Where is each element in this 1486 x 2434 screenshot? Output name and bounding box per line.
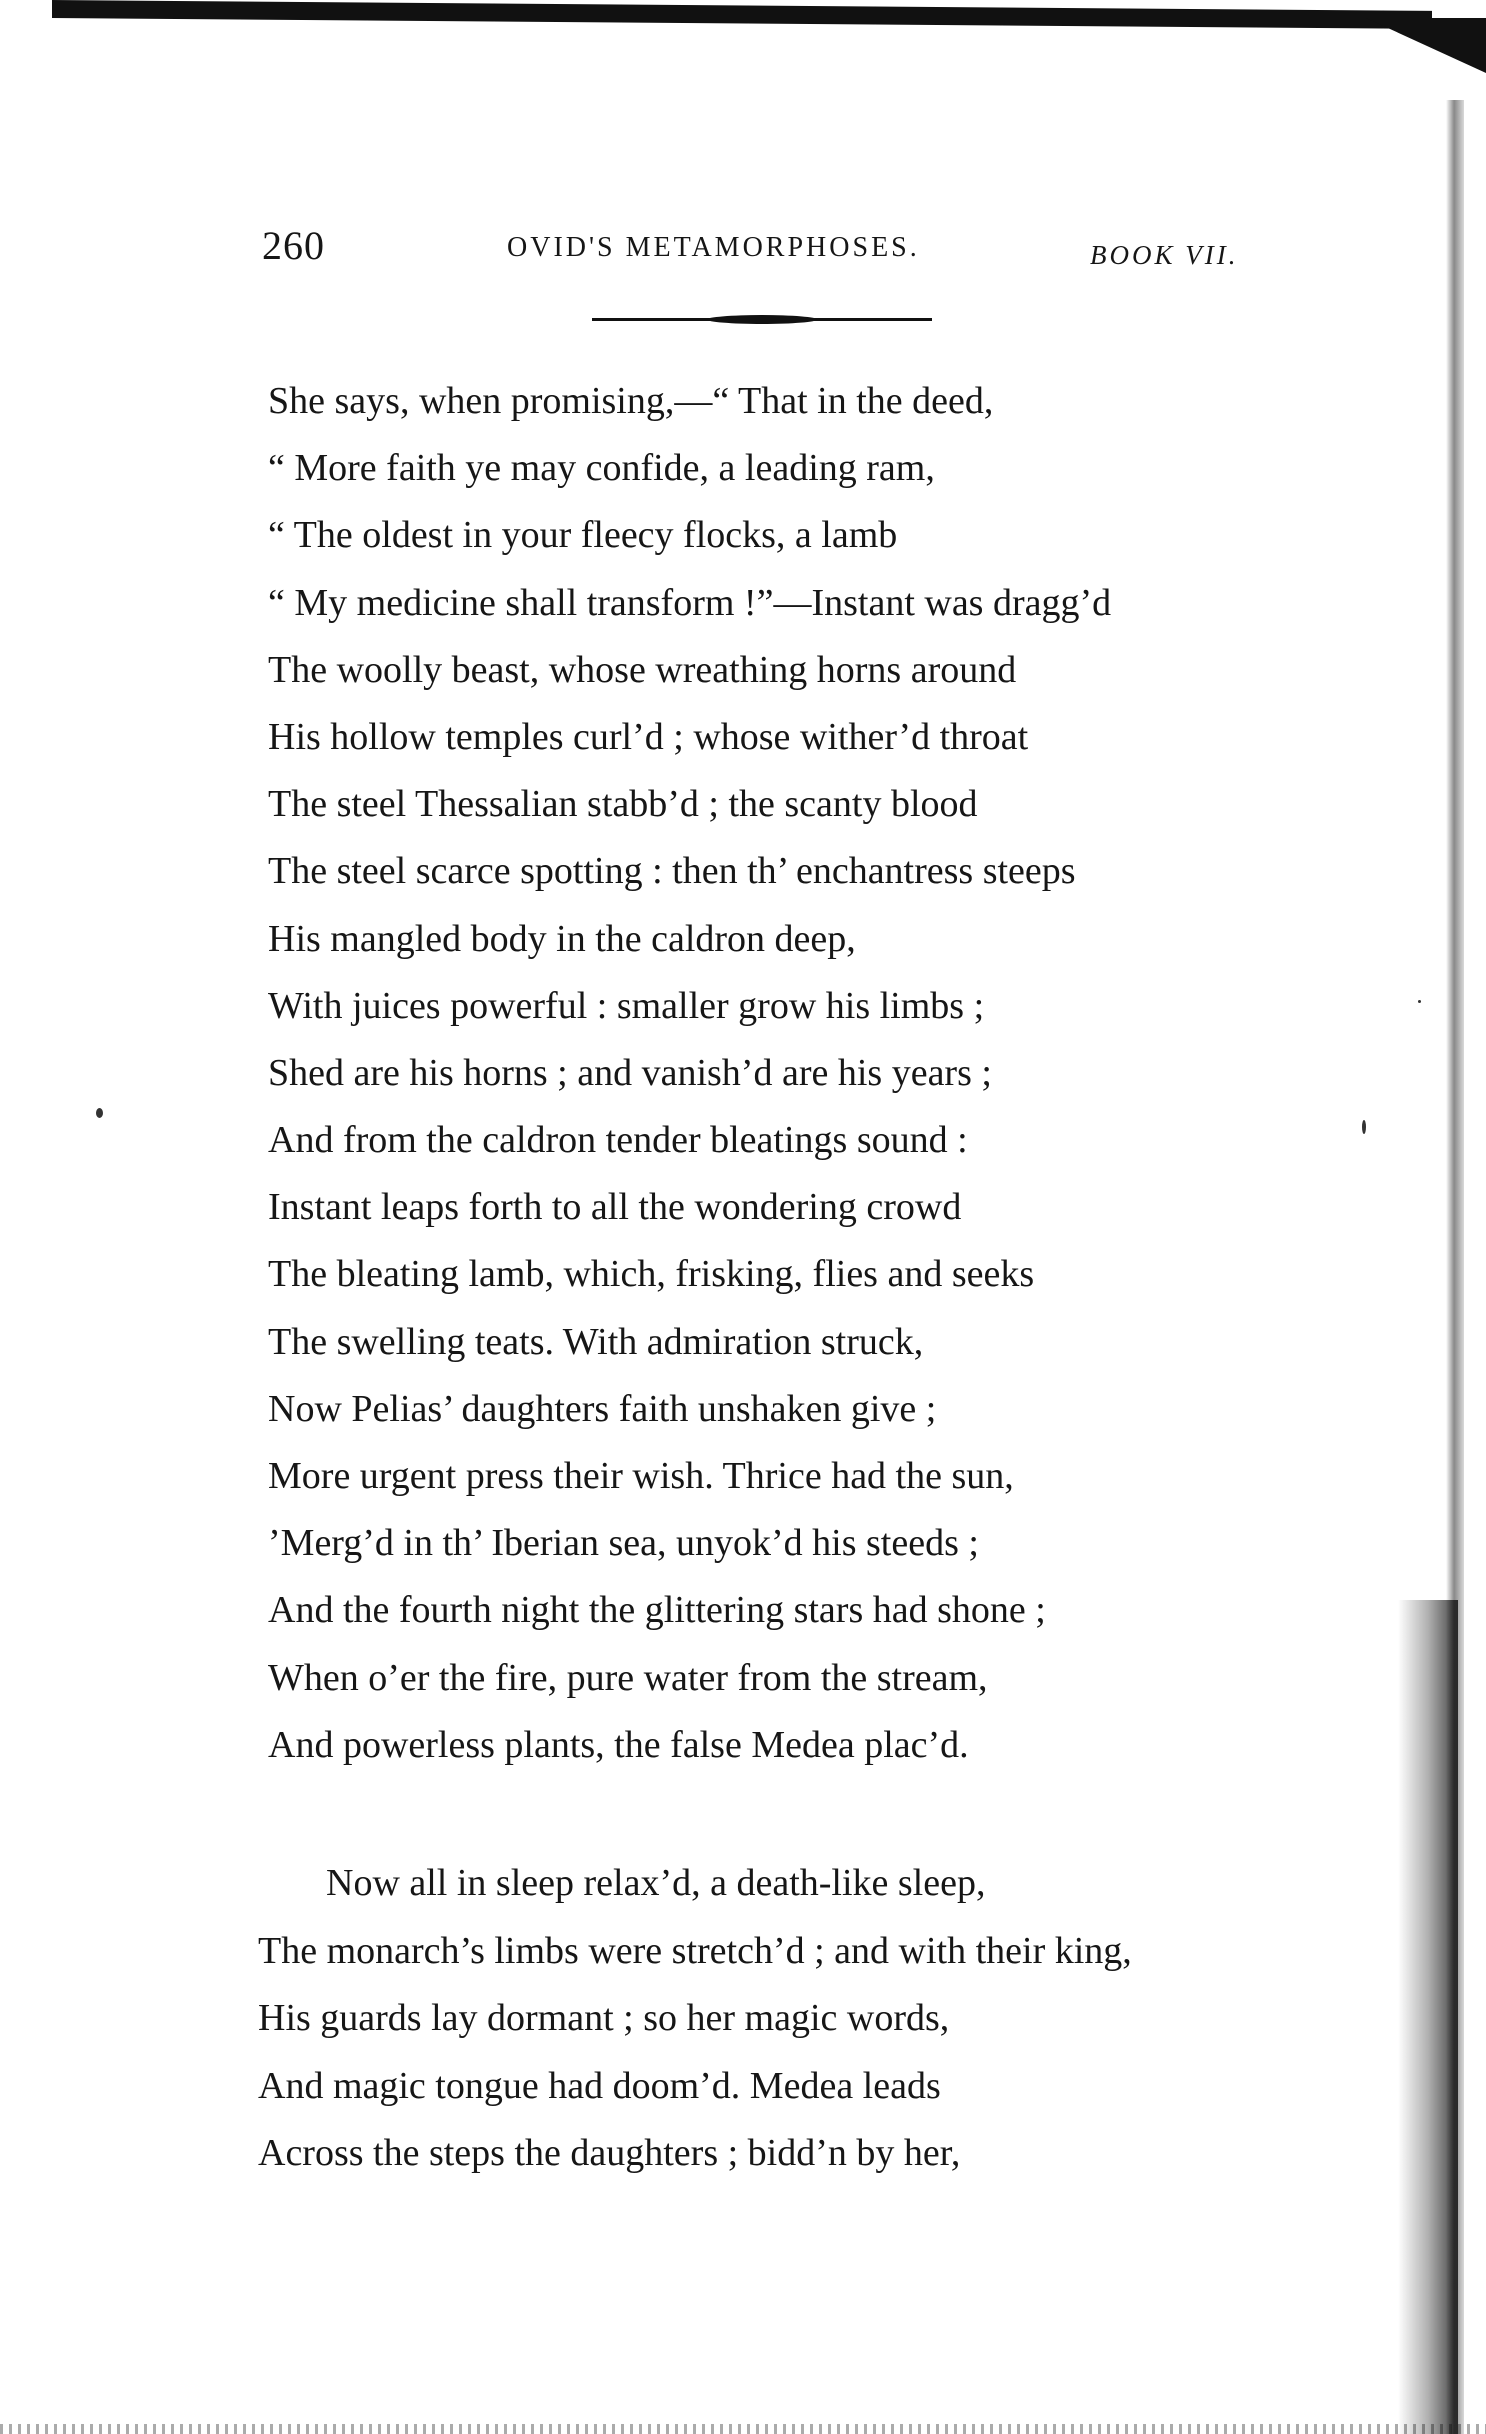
running-title: OVID'S METAMORPHOSES. (507, 232, 920, 263)
book-label: BOOK VII. (1090, 240, 1239, 270)
verse-line: The monarch’s limbs were stretch’d ; and with their king, (258, 1929, 1132, 1972)
page-top-edge (52, 0, 1432, 29)
verse-line: Shed are his horns ; and vanish’d are his years ; (268, 1051, 992, 1094)
verse-line: ’Merg’d in th’ Iberian sea, unyok’d his steeds ; (268, 1522, 979, 1565)
verse-line: And the fourth night the glittering stars had shone ; (268, 1589, 1046, 1632)
verse-line: The woolly beast, whose wreathing horns around (268, 648, 1017, 691)
page-corner-shadow (1366, 18, 1486, 73)
verse-line: More urgent press their wish. Thrice had the sun, (268, 1455, 1014, 1497)
ink-speck (1362, 1120, 1366, 1134)
verse-line: The swelling teats. With admiration struck, (268, 1320, 924, 1363)
verse-line: His mangled body in the caldron deep, (268, 917, 856, 960)
page-bottom-edge (0, 2424, 1486, 2434)
binding-gutter-dark (1398, 1600, 1458, 2434)
verse-line: The steel Thessalian stabb’d ; the scanty blood (268, 783, 978, 826)
verse-line: The bleating lamb, which, frisking, flies and seeks (268, 1253, 1035, 1296)
verse-line: And magic tongue had doom’d. Medea leads (258, 2064, 941, 2107)
verse-stanza-1 (268, 368, 1268, 1779)
verse-line: “ More faith ye may confide, a leading ram, (268, 447, 935, 490)
verse-line: “ The oldest in your fleecy flocks, a lamb (268, 514, 898, 557)
ink-speck (1418, 1000, 1421, 1003)
verse-line: “ My medicine shall transform !”—Instant was dragg’d (268, 581, 1112, 624)
verse-line: And powerless plants, the false Medea plac’d. (268, 1723, 969, 1766)
verse-line: And from the caldron tender bleatings sound : (268, 1119, 968, 1162)
verse-line: The steel scarce spotting : then th’ enchantress steeps (268, 850, 1076, 893)
verse-line: She says, when promising,—“ That in the deed, (268, 380, 994, 422)
verse-line: When o’er the fire, pure water from the stream, (268, 1656, 988, 1699)
verse-line: His hollow temples curl’d ; whose wither’d throat (268, 715, 1029, 758)
verse-line: With juices powerful : smaller grow his limbs ; (268, 984, 985, 1027)
ornamental-rule (592, 318, 932, 321)
verse-line: Across the steps the daughters ; bidd’n by her, (258, 2132, 961, 2174)
ink-speck (96, 1108, 103, 1118)
verse-line: His guards lay dormant ; so her magic words, (258, 1997, 950, 2039)
page-number: 260 (262, 223, 325, 268)
running-header (262, 222, 1322, 282)
verse-stanza-2 (258, 1850, 1258, 2188)
verse-line: Instant leaps forth to all the wondering crowd (268, 1186, 962, 1229)
verse-line: Now all in sleep relax’d, a death-like sleep, (326, 1862, 986, 1904)
verse-line: Now Pelias’ daughters faith unshaken give ; (268, 1387, 937, 1430)
